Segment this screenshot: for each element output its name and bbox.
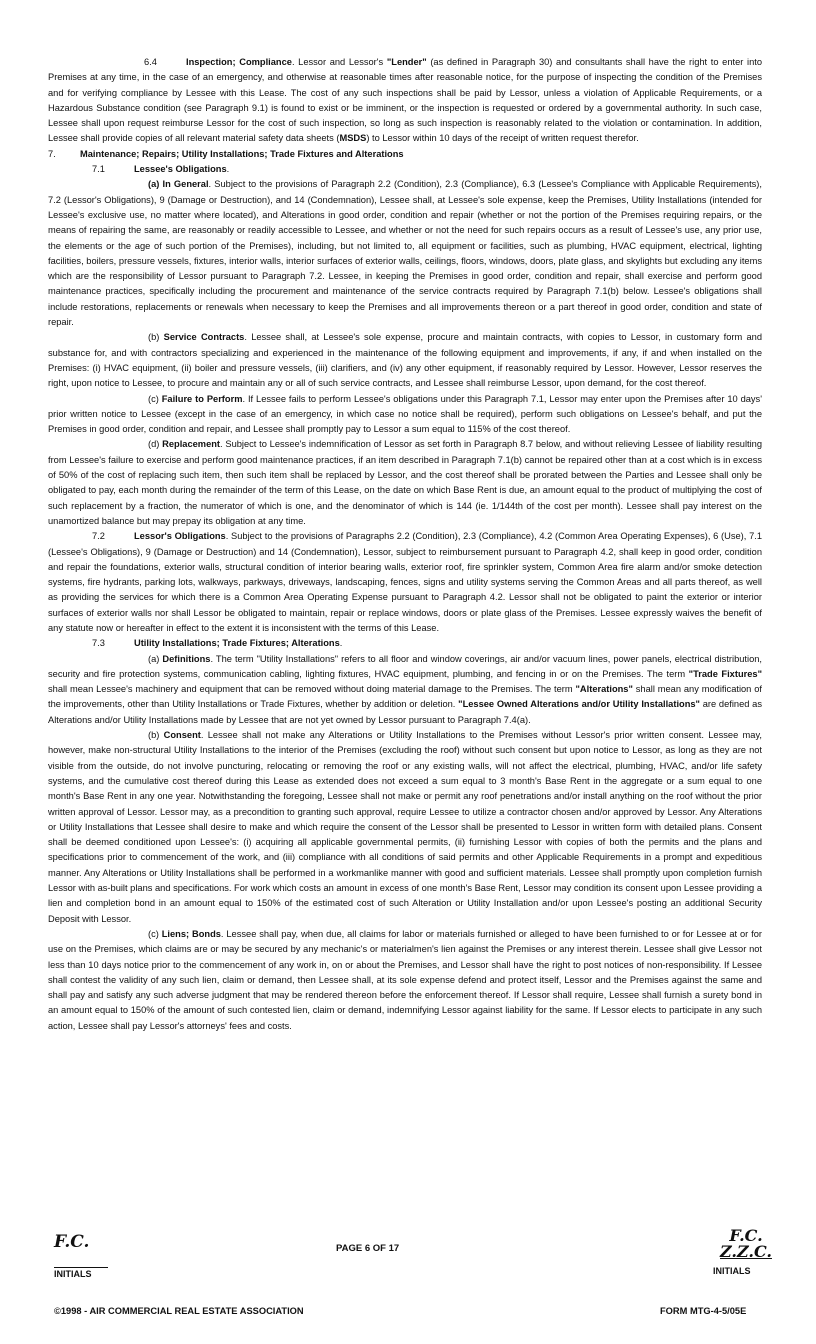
paragraph-7-1-a: (a) In General. Subject to the provisions of Paragraph 2.2 (Condition), 2.3 (Compliance), 6.3 (Lessee's Compliance with Applicable Requirements), 7.2 (Lessor's Obligations), 9 (Damage or Destruction), and 14 (Condemnation), Lessee shall, at Lessee's sole expense, keep the Premises, Utility Installations (intended for Lessee's exclusive use, no matter where located), and Alterations in good order, condition and repair (whether or not the portion of the Premises requiring repairs, or the means of repairing the same, are reasonably or readily accessible to Lessee, and whether or not the need for such repairs occurs as a result of Lessee's use, any prior use, the elements or the age of such portion of the Premises), including, but not limited to, all equipment or facilities, such as plumbing, HVAC equipment, electrical, lighting facilities, boilers, pressure vessels, fixtures, interior walls, interior surfaces of exterior walls, ceilings, floors, windows, doors, plate glass, and skylights but excluding any items which are the responsibility of Lessor pursuant to Paragraph 7.2. Lessee, in keeping the Premises in good order, condition and repair, shall exercise and perform good maintenance practices, specifically including the procurement and maintenance of the service contracts required by Paragraph 7.1(b) below. Lessee's obligations shall include restorations, replacements or renewals when necessary to keep the Premises and all improvements thereon or a part thereof in good order, condition and state of repair.	[48, 179, 762, 328]
page-footer	[0, 1228, 816, 1344]
handwritten-initials-right	[720, 1228, 772, 1260]
paragraph-7-1-d: (d) Replacement. Subject to Lessee's indemnification of Lessor as set forth in Paragraph 8.7 below, and without relieving Lessee of liability resulting from Lessee's failure to exercise and perform good maintenance practices, if an item described in Paragraph 7.1(b) cannot be repaired other than at a cost which is in excess of 50% of the cost of replacing such item, then such item shall be replaced by Lessor, and the cost thereof shall be prorated between the Parties and Lessee shall only be obligated to pay, each month during the remainder of the term of this Lease, on the date on which Base Rent is due, an amount equal to the product of multiplying the cost of such replacement by a fraction, the numerator of which is one, and the denominator of which is 144 (ie. 1/144th of the cost per month). Lessee shall pay interest on the unamortized balance but may prepay its obligation at any time.	[48, 439, 762, 526]
paragraph-heading: Service Contracts	[163, 332, 245, 343]
lease-text-column	[48, 55, 762, 1034]
section-title: Lessee's Obligations	[134, 164, 227, 175]
paragraph-number: 6.4	[144, 57, 157, 67]
paragraph-7-3-b: (b) Consent. Lessee shall not make any Alterations or Utility Installations to the Premises without Lessor's prior written consent. Lessee may, however, make non-structural Utility Installations to the interior of the Premises (excluding the roof) without such consent but upon notice to Lessor, as long as they are not visible from the outside, do not involve puncturing, relocating or removing the roof or any existing walls, will not affect the electrical, plumbing, HVAC, and/or life safety systems, and the cumulative cost thereof during this Lease as extended does not exceed a sum equal to 3 month's Base Rent in the aggregate or a sum equal to one month's Base Rent in any one year. Notwithstanding the foregoing, Lessee shall not make or permit any roof penetrations and/or install anything on the roof without the prior written approval of Lessor. Lessor may, as a precondition to granting such approval, require Lessee to utilize a contractor chosen and/or approved by Lessor. Any Alterations or Utility Installations that Lessee shall desire to make and which require the consent of the Lessor shall be presented to Lessor in written form with detailed plans. Consent shall be deemed conditioned upon Lessee's: (i) acquiring all applicable governmental permits, (ii) furnishing Lessor with copies of both the permits and the plans and specifications prior to commencement of the work, and (iii) compliance with all conditions of said permits and other Applicable Requirements in a prompt and expeditious manner. Any Alterations or Utility Installations shall be performed in a workmanlike manner with good and sufficient materials. Lessee shall promptly upon completion furnish Lessor with as-built plans and specifications. For work which costs an amount in excess of one month's Base Rent, Lessor may condition its consent upon Lessee providing a lien and completion bond in an amount equal to 150% of the estimated cost of such Alteration or Utility Installation and/or upon Lessee's posting an additional Security Deposit with Lessor.	[48, 730, 762, 924]
paragraph-heading: Definitions	[162, 653, 211, 664]
initials-label-left: INITIALS	[54, 1269, 92, 1279]
section-number: 7.2	[92, 531, 105, 542]
paragraph-heading: Lessor's Obligations	[134, 531, 226, 542]
form-number: FORM MTG-4-5/05E	[660, 1306, 747, 1316]
paragraph-heading: Replacement	[162, 439, 221, 450]
initials-line-2: Z.Z.C.	[720, 1242, 772, 1261]
paragraph-6-4: 6.4 Inspection; Compliance. Lessor and Lessor's "Lender" (as defined in Paragraph 30) and consultants shall have the right to enter into Premises at any time, in the case of an emergency, and otherwise at reasonable times after reasonable notice, for the purpose of inspecting the condition of the Premises and for verifying compliance by Lessee with this Lease. The cost of any such inspections shall be paid by Lessor, unless a violation of Applicable Requirements, or a Hazardous Substance condition (see Paragraph 9.1) is found to exist or be imminent, or the inspection is requested or ordered by a governmental authority. In such case, Lessee shall upon request reimburse Lessor for the cost of such inspection, so long as such inspection is reasonably related to the violation or contamination. In addition, Lessee shall provide copies of all relevant material safety data sheets (MSDS) to Lessor within 10 days of the receipt of written request therefor.	[48, 57, 762, 144]
defined-term: "Trade Fixtures"	[688, 668, 762, 679]
section-number: 7.	[48, 148, 56, 159]
initials-label-right: INITIALS	[713, 1266, 751, 1276]
section-7-1-heading: 7.1 Lessee's Obligations.	[48, 162, 762, 177]
paragraph-7-1-c: (c) Failure to Perform. If Lessee fails to perform Lessee's obligations under this Paragraph 7.1, Lessor may enter upon the Premises after 10 days' prior written notice to Lessee (except in the case of an emergency, in which case no notice shall be required), perform such obligations on Lessee's behalf, and put the Premises in good order, condition and repair, and Lessee shall promptly pay to Lessor a sum equal to 115% of the cost thereof.	[48, 393, 762, 435]
paragraph-7-3-c: (c) Liens; Bonds. Lessee shall pay, when due, all claims for labor or materials furnished or alleged to have been furnished to or for Lessee at or for use on the Premises, which claims are or may be secured by any mechanic's or materialmen's lien against the Premises or any interest therein. Lessee shall give Lessor not less than 10 days notice prior to the commencement of any work in, on or about the Premises, and Lessor shall have the right to post notices of non-responsibility. If Lessee shall contest the validity of any such lien, claim or demand, then Lessee shall, at its sole expense defend and protect itself, Lessor and the Premises against the same and shall pay and satisfy any such adverse judgment that may be rendered thereon before the enforcement thereof. If Lessor shall require, Lessee shall furnish a surety bond in an amount equal to 150% of the amount of such contested lien, claim or demand, indemnifying Lessor against liability for the same. If Lessor elects to participate in any such action, Lessee shall pay Lessor's attorneys' fees and costs.	[48, 928, 762, 1031]
initials-line-1: F.C.	[729, 1226, 763, 1245]
paragraph-heading: Inspection; Compliance	[186, 57, 292, 67]
defined-term: "Alterations"	[575, 684, 633, 695]
page-number: PAGE 6 OF 17	[336, 1243, 400, 1254]
section-title: Utility Installations; Trade Fixtures; Alterations	[134, 638, 340, 649]
paragraph-heading: Failure to Perform	[161, 393, 243, 404]
section-7-heading	[48, 147, 762, 162]
section-7-3-heading: 7.3 Utility Installations; Trade Fixtures; Alterations.	[48, 636, 762, 651]
defined-term: "Lessee Owned Alterations and/or Utility Installations"	[458, 699, 700, 710]
initials-line	[54, 1267, 108, 1268]
paragraph-heading: (a) In General	[148, 179, 209, 190]
paragraph-7-1-b: (b) Service Contracts. Lessee shall, at Lessee's sole expense, procure and maintain contracts, with copies to Lessor, in customary form and substance for, and with contractors specializing and experienced in the maintenance of the following equipment and improvements, if any, if and when installed on the Premises: (i) HVAC equipment, (ii) boiler and pressure vessels, (iii) clarifiers, and (iv) any other equipment, if reasonably required by Lessor. However, Lessor reserves the right, upon notice to Lessee, to procure and maintain any or all of such service contracts, and Lessee shall reimburse Lessor, upon demand, for the cost thereof.	[48, 332, 762, 389]
defined-term: "Lender"	[386, 57, 427, 67]
paragraph-7-2: 7.2 Lessor's Obligations. Subject to the provisions of Paragraphs 2.2 (Condition), 2.3 (Compliance), 4.2 (Common Area Operating Expenses), 6 (Use), 7.1 (Lessee's Obligations), 9 (Damage or Destruction) and 14 (Condemnation), Lessor, subject to reimbursement pursuant to Paragraph 4.2, shall keep in good order, condition and repair the foundations, exterior walls, structural condition of interior bearing walls, exterior roof, fire sprinkler system, Common Area fire alarm and/or smoke detection systems, fire hydrants, parking lots, walkways, parkways, driveways, landscaping, fences, signs and utility systems serving the Common Areas and all parts thereof, as well as providing the services for which there is a Common Area Operating Expense pursuant to Paragraph 4.2. Lessor shall not be obligated to paint the exterior or interior surfaces of exterior walls nor shall Lessor be obligated to maintain, repair or replace windows, doors or plate glass of the Premises. Lessee expressly waives the benefit of any statute now or hereafter in effect to the extent it is inconsistent with the terms of this Lease.	[48, 531, 762, 633]
defined-term: MSDS	[339, 133, 367, 144]
paragraph-heading: Consent	[163, 730, 201, 741]
section-number: 7.1	[92, 164, 105, 175]
paragraph-7-3-a: (a) Definitions. The term "Utility Installations" refers to all floor and window coverings, air and/or vacuum lines, power panels, electrical distribution, security and fire protection systems, communication cabling, lighting fixtures, HVAC equipment, plumbing, and fencing in or on the Premises. The term "Trade Fixtures" shall mean Lessee's machinery and equipment that can be removed without doing material damage to the Premises. The term "Alterations" shall mean any modification of the improvements, other than Utility Installations or Trade Fixtures, whether by addition or deletion. "Lessee Owned Alterations and/or Utility Installations" are defined as Alterations and/or Utility Installations made by Lessee that are not yet owned by Lessor pursuant to Paragraph 7.4(a).	[48, 653, 762, 725]
section-title: Maintenance; Repairs; Utility Installations; Trade Fixtures and Alterations	[80, 148, 404, 159]
copyright-notice: ©1998 - AIR COMMERCIAL REAL ESTATE ASSOCIATION	[54, 1306, 304, 1316]
section-number: 7.3	[92, 638, 105, 649]
paragraph-heading: Liens; Bonds	[161, 928, 221, 939]
handwritten-initials-left: F.C.	[54, 1232, 90, 1252]
